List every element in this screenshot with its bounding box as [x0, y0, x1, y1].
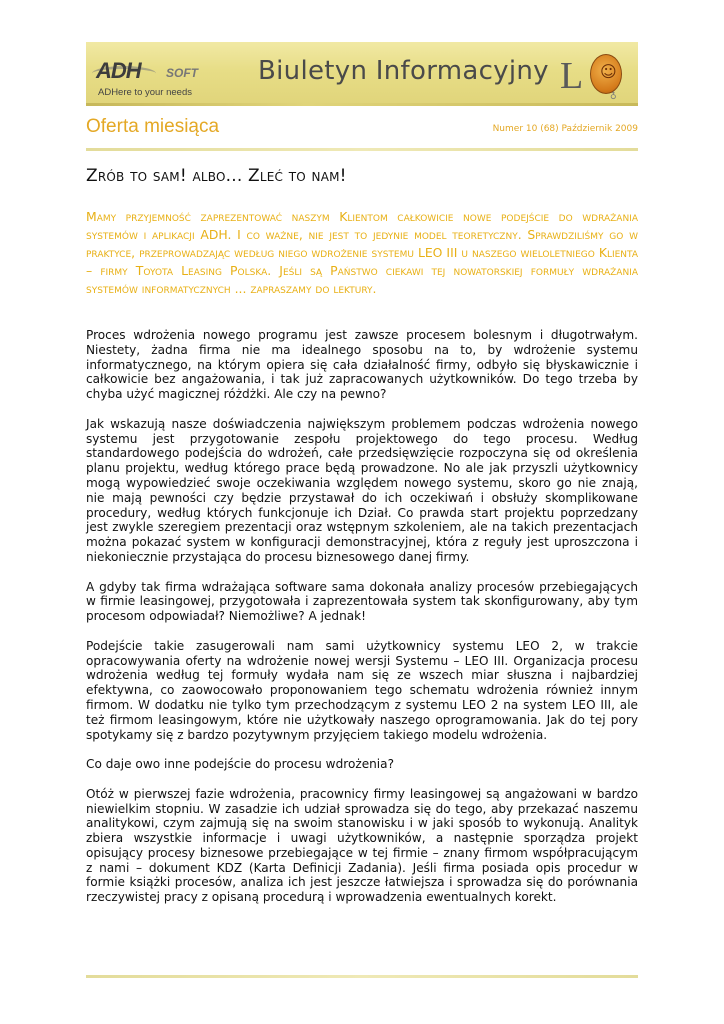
paragraph: Co daje owo inne podejście do procesu wdrożenia? — [86, 757, 394, 772]
logo-tagline: ADHere to your needs — [98, 87, 192, 98]
paragraph: Jak wskazują nasze doświadczenia największym problemem podczas wdrożenia nowego systemu jest przygotowanie zespołu projektowego do tego procesu. Według standardowego podejścia do wdrożeń, całe przedsięwzięcie rozpoczyna się od określenia planu projektu, według którego prace będą prowadzone. No ale jak przyszli użytkownicy mogą wypowiedzieć swoje oczekiwania względem nowego systemu, skoro go nie znają, nie mają pewności czy będzie przystawał do ich oczekiwań i obsłuży skomplikowane procedury, według których funkcjonuje ich Dział. Co prawda start projektu poprzedzany jest zwykle szeregiem prezentacji oraz wstępnym szkoleniem, ale na takich prezentacjach można pokazać system w konfiguracji demonstracyjnej, która z reguły jest uproszczona i niekoniecznie przystająca do procesu biznesowego danej firmy. — [86, 416, 638, 564]
newsletter-title: Biuletyn Informacyjny — [258, 56, 549, 86]
paragraph: Proces wdrożenia nowego programu jest zawsze procesem bolesnym i długotrwałym. Niestety, żadna firma nie ma idealnego sposobu na to, by wdrożenie systemu informatycznego, na którym opiera się cała działalność firmy, odbyło się błyskawicznie i całkowicie bez angażowania, i tak już zapracowanych użytkowników. Do tego trzeba by chyba użyć magicznej różdżki. Ale czy na pewno? — [86, 328, 638, 402]
adh-soft-logo[interactable] — [92, 52, 242, 98]
article-headline: Zrób to sam! albo... Zleć to nam! — [86, 166, 347, 186]
logo-main-text: ADH — [96, 58, 141, 83]
paragraph: Otóż w pierwszej fazie wdrożenia, pracownicy firmy leasingowej są angażowani w bardzo niewielkim stopniu. W zasadzie ich udział sprowadza się do tego, aby przekazać naszemu analitykowi, czym zajmują się na swoim stanowisku i w jaki sposób to wykonują. Analityk zbiera wszystkie informacje i uwagi użytkowników, a następnie sporządza projekt opisujący procesy biznesowe przebiegające w tej firmie – znany firmom współpracującym z nami – dokument KDZ (Karta Definicji Zadania). Jeśli firma posiada opis procedur w formie książki procesów, analiza ich jest jeszcze łatwiejsza i sprowadza się do porównania rzeczywistej pracy z opisaną procedurą i wprowadzenia ewentualnych korekt. — [86, 786, 638, 905]
bottom-divider — [86, 975, 638, 978]
banner-bottom-edge — [86, 103, 638, 106]
article-body — [86, 328, 638, 920]
section-header — [86, 116, 638, 150]
lion-face-icon: ☺ — [600, 62, 617, 81]
leo-logo — [560, 48, 630, 102]
issue-number: Numer 10 (68) Październik 2009 — [492, 124, 638, 134]
article-lead: Mamy przyjemność zaprezentować naszym Klientom całkowicie nowe podejście do wdrażania systemów i aplikacji ADH. I co ważne, nie jest to jedynie model teoretyczny. Sprawdziliśmy go w praktyce, przeprowadzając według niego wdrożenie systemu LEO III u naszego wieloletniego Klienta – firmy Toyota Leasing Polska. Jeśli są Państwo ciekawi tej nowatorskiej formuły wdrażania systemów informatycznych ... zapraszamy do lektury. — [86, 209, 639, 296]
top-divider — [86, 148, 638, 151]
paragraph: Podejście takie zasugerowali nam sami użytkownicy systemu LEO 2, w trakcie opracowywania oferty na wdrożenie nowej wersji Systemu – LEO III. Organizacja procesu wdrożenia według tej formuły wydała nam się ze wszech miar słuszna i najbardziej efektywna, co zaowocowało proponowaniem tego schematu wdrożenia również innym firmom. W dodatku nie tylko tym przechodzącym z systemu LEO 2 na system LEO III, ale też firmom leasingowym, które nie użytkowały naszego oprogramowania. Jak do tej pory spotykamy się z bardzo pozytywnym przyjęciem takiego modelu wdrożenia. — [86, 638, 638, 742]
leo-logo-letter: L — [560, 55, 584, 97]
paragraph: A gdyby tak firma wdrażająca software sama dokonała analizy procesów przebiegających w firmie leasingowej, przygotowała i zaprezentowała system tak skonfigurowany, aby tym procesom odpowiadał? Niemożliwe? A jednak! — [86, 579, 638, 624]
header-banner — [86, 42, 638, 106]
section-title: Oferta miesiąca — [86, 116, 220, 137]
logo-soft-text: SOFT — [166, 66, 198, 80]
leo-small-mark: ♁ — [610, 92, 617, 102]
